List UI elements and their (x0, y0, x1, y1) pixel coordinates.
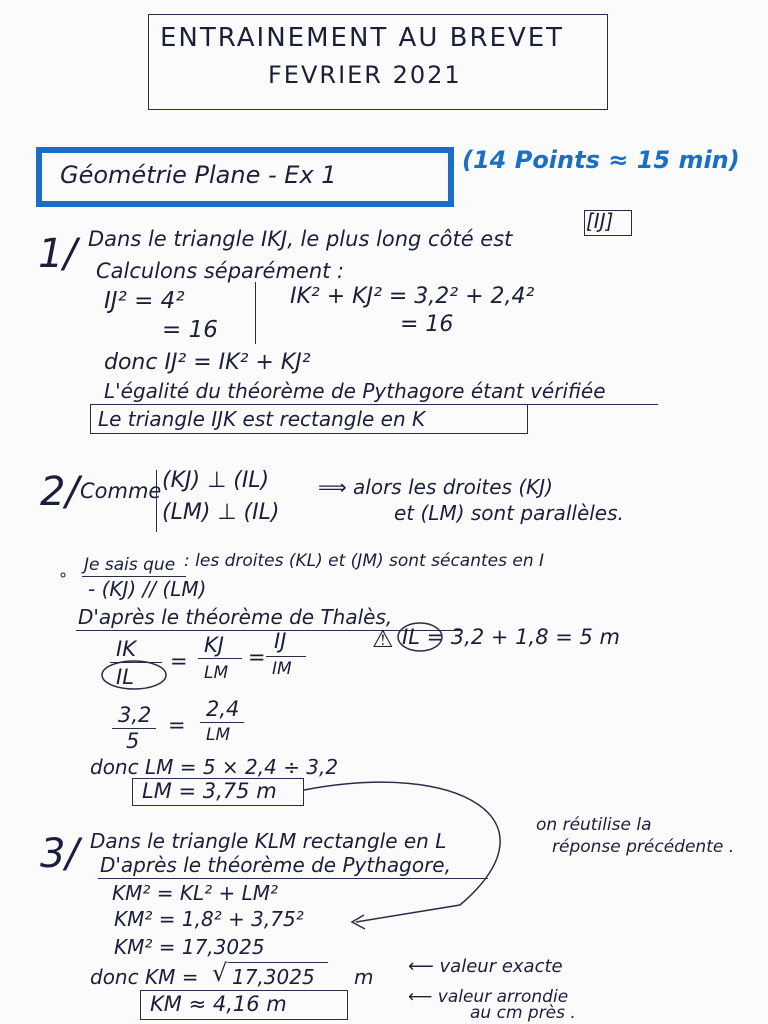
header-title: ENTRAINEMENT AU BREVET (160, 23, 565, 53)
q3-note-rounded-2: au cm près . (470, 1003, 576, 1023)
header-date: FEVRIER 2021 (268, 61, 462, 89)
q1-right-a: IK² + KJ² = 3,2² + 2,4² (290, 284, 535, 309)
q1-right-b: = 16 (400, 312, 454, 337)
q2-bullet: ∘ (58, 565, 69, 584)
q2-il-note: IL = 3,2 + 1,8 = 5 m (402, 625, 621, 649)
q1-left-b: = 16 (162, 317, 218, 343)
q2-result: LM = 3,75 m (142, 779, 277, 803)
q3-eq3: KM² = 17,3025 (114, 935, 265, 959)
q3-note-reuse-2: réponse précédente . (552, 837, 735, 857)
section-title: Géométrie Plane - Ex 1 (60, 161, 337, 189)
frac1-num: IK (116, 637, 136, 661)
frac1-den: IL (116, 665, 134, 689)
q1-line6: L'égalité du théorème de Pythagore étant vérifiée (104, 379, 606, 403)
q2-parallel: - (KJ) // (LM) (88, 577, 207, 601)
reuse-arrow (304, 782, 500, 922)
q3-number: 3/ (40, 831, 79, 877)
il-note-circle (398, 623, 442, 651)
q2-donc-lm: donc LM = 5 × 2,4 ÷ 3,2 (90, 755, 339, 779)
frac4-num: 3,2 (118, 703, 152, 727)
q2-je-sais: Je sais que (84, 555, 176, 575)
q3-line1: Dans le triangle KLM rectangle en L (90, 829, 447, 853)
frac3-den: IM (272, 659, 292, 679)
q3-line2: D'après le théorème de Pythagore, (100, 853, 451, 877)
frac-eq1: = (170, 649, 188, 673)
q2-then1: ⟹ alors les droites (KJ) (318, 475, 553, 499)
frac4-den: 5 (126, 729, 140, 753)
frac-eq3: = (168, 713, 186, 737)
q3-eq4-unit: m (354, 965, 374, 989)
q1-line2: Calculons séparément : (96, 259, 345, 283)
frac-eq2: = (248, 645, 266, 669)
section-points: (14 Points ≈ 15 min) (462, 146, 740, 174)
q2-thales: D'après le théorème de Thalès, (78, 605, 393, 629)
q3-eq4-sqrt: 17,3025 (232, 965, 315, 989)
q1-side: [IJ] (586, 209, 614, 233)
frac2-den: LM (204, 663, 229, 683)
q3-eq4-prefix: donc KM = (90, 965, 199, 989)
q3-eq1: KM² = KL² + LM² (112, 881, 279, 905)
q2-comme: Comme (80, 479, 162, 503)
q1-left-a: IJ² = 4² (104, 288, 185, 314)
q2-warning-icon: ⚠ (372, 625, 394, 653)
il-circle (102, 661, 166, 689)
q3-eq2: KM² = 1,8² + 3,75² (114, 907, 304, 931)
q2-number: 2/ (40, 469, 79, 515)
sqrt-icon: √ (212, 959, 228, 987)
q2-then2: et (LM) sont parallèles. (394, 501, 624, 525)
q2-cond2: (LM) ⊥ (IL) (162, 500, 280, 525)
frac2-num: KJ (204, 633, 224, 657)
frac3-num: IJ (274, 629, 287, 653)
q3-note-rounded-1: ⟵ valeur arrondie (408, 987, 569, 1007)
q1-number: 1/ (38, 231, 77, 277)
q1-line1: Dans le triangle IKJ, le plus long côté est (88, 227, 513, 251)
q1-conclusion: Le triangle IJK est rectangle en K (98, 407, 426, 431)
q2-cond1: (KJ) ⊥ (IL) (162, 468, 270, 493)
q1-line5: donc IJ² = IK² + KJ² (104, 350, 311, 375)
q3-result: KM ≈ 4,16 m (150, 992, 287, 1016)
q3-note-reuse-1: on réutilise la (536, 815, 652, 835)
frac5-den: LM (206, 725, 231, 745)
q2-je-sais-rest: : les droites (KL) et (JM) sont sécantes en I (184, 551, 545, 571)
frac5-num: 2,4 (206, 697, 240, 721)
q3-note-exact: ⟵ valeur exacte (408, 956, 563, 977)
